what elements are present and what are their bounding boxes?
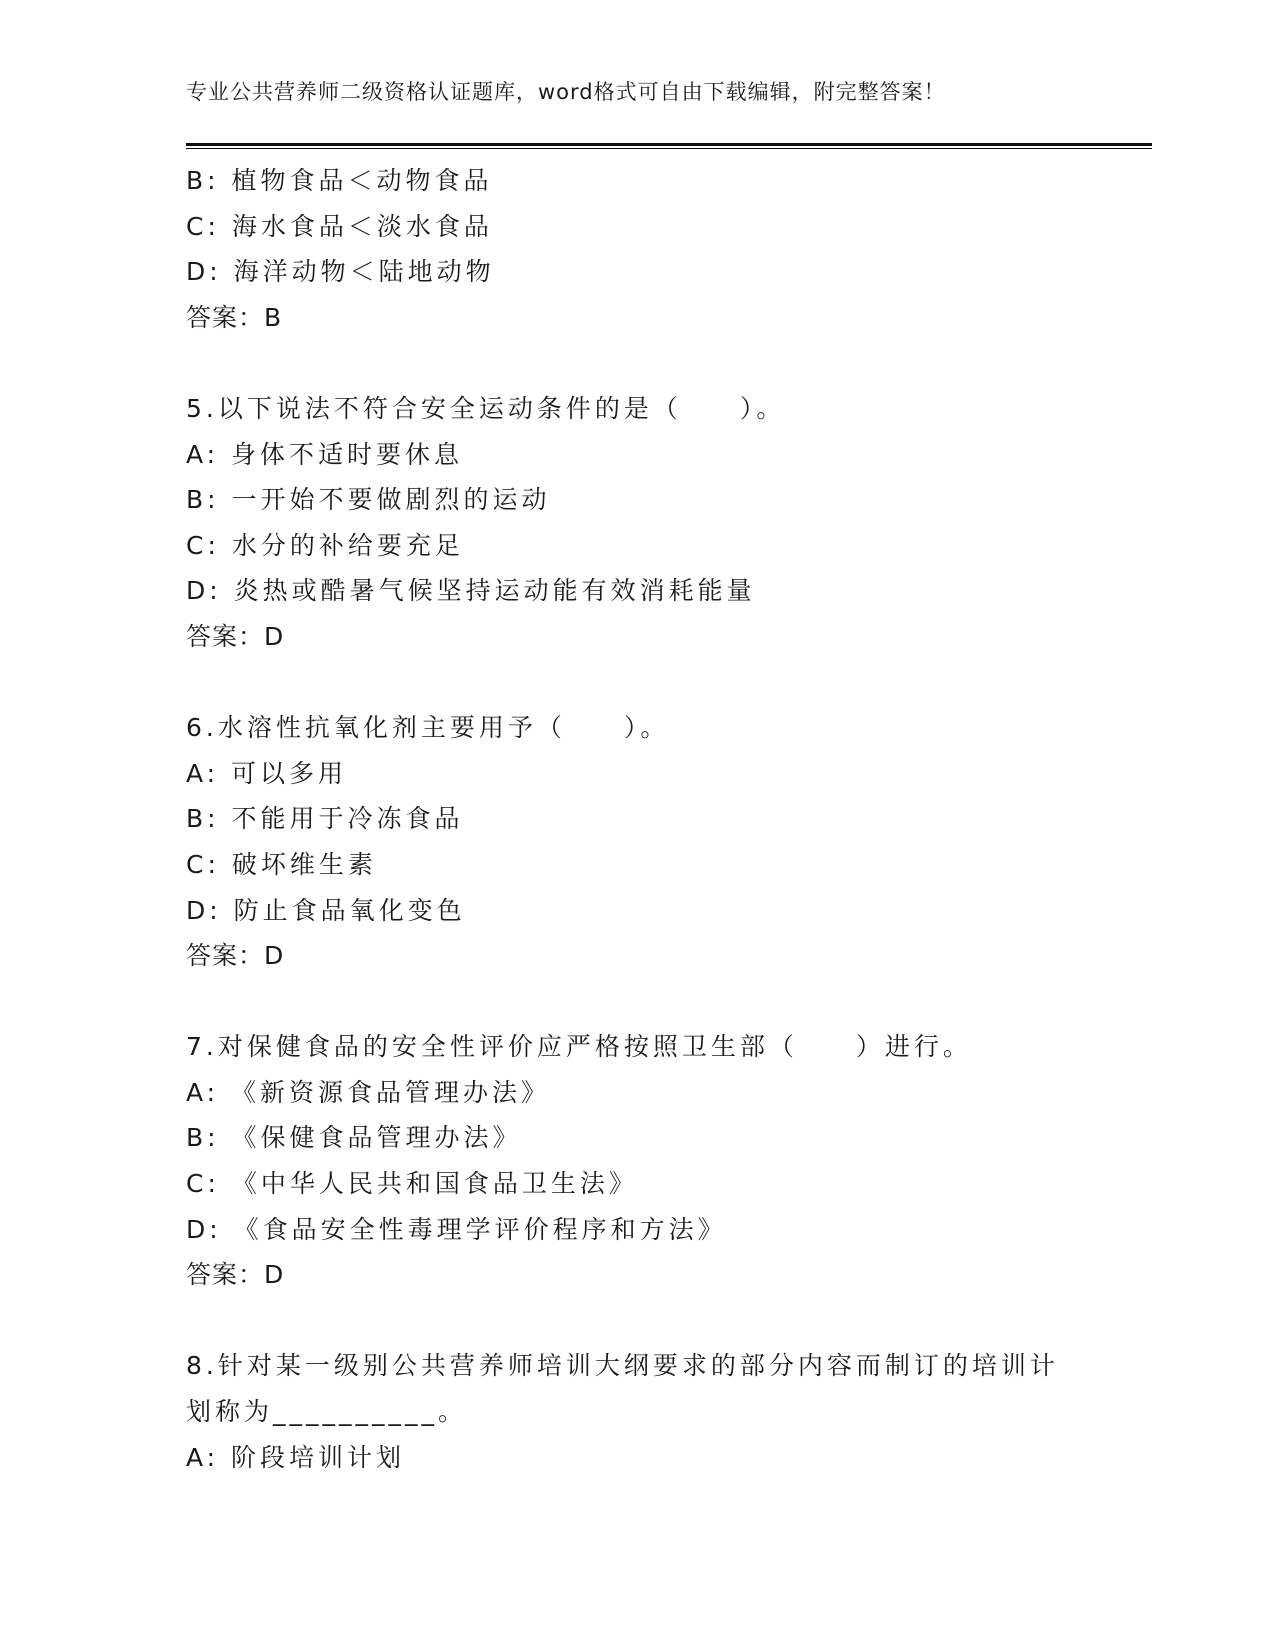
option-b: B: 一开始不要做剧烈的运动 (186, 485, 551, 515)
question-title: 5.以下说法不符合安全运动条件的是（ ）。 (186, 393, 786, 423)
question-block-7 (186, 1024, 1086, 1298)
question-title: 6.水溶性抗氧化剂主要用予（ ）。 (186, 713, 670, 743)
option-d: D: 《食品安全性毒理学评价程序和方法》 (186, 1214, 727, 1244)
question-title-line-2: 划称为__________。 (186, 1397, 468, 1427)
answer-line: 答案：D (186, 1260, 285, 1290)
option-b: B: 植物食品＜动物食品 (186, 166, 493, 195)
answer-line: 答案：B (186, 302, 283, 332)
option-d: D: 炎热或酷暑气候坚持运动能有效消耗能量 (186, 576, 756, 606)
document-body (186, 158, 1086, 1480)
option-b: B: 不能用于冷冻食品 (186, 804, 464, 834)
option-a: A: 阶段培训计划 (186, 1442, 406, 1472)
option-c: C: 海水食品＜淡水食品 (186, 211, 493, 241)
option-c: C: 破坏维生素 (186, 849, 377, 879)
option-c: C: 《中华人民共和国食品卫生法》 (186, 1169, 638, 1199)
spacer (186, 1298, 1086, 1344)
option-d: D: 防止食品氧化变色 (186, 895, 466, 925)
question-block-5 (186, 386, 1086, 660)
question-block-6 (186, 705, 1086, 979)
spacer (186, 979, 1086, 1025)
option-c: C: 水分的补给要充足 (186, 530, 464, 560)
page-header: 专业公共营养师二级资格认证题库，word格式可自由下载编辑，附完整答案！ (186, 80, 946, 104)
spacer (186, 340, 1086, 386)
question-block-8 (186, 1343, 1086, 1480)
question-title: 7.对保健食品的安全性评价应严格按照卫生部（ ）进行。 (186, 1032, 972, 1062)
question-block-prev (186, 158, 1086, 340)
answer-line: 答案：D (186, 941, 285, 971)
answer-line: 答案：D (186, 621, 285, 651)
option-a: A: 身体不适时要休息 (186, 439, 464, 469)
option-a: A: 《新资源食品管理办法》 (186, 1077, 551, 1107)
option-d: D: 海洋动物＜陆地动物 (186, 257, 495, 287)
spacer (186, 660, 1086, 706)
question-title-line-1: 8.针对某一级别公共营养师培训大纲要求的部分内容而制订的培训计 (186, 1351, 1059, 1381)
option-a: A: 可以多用 (186, 758, 348, 788)
option-b: B: 《保健食品管理办法》 (186, 1123, 522, 1153)
header-divider (186, 143, 1152, 149)
